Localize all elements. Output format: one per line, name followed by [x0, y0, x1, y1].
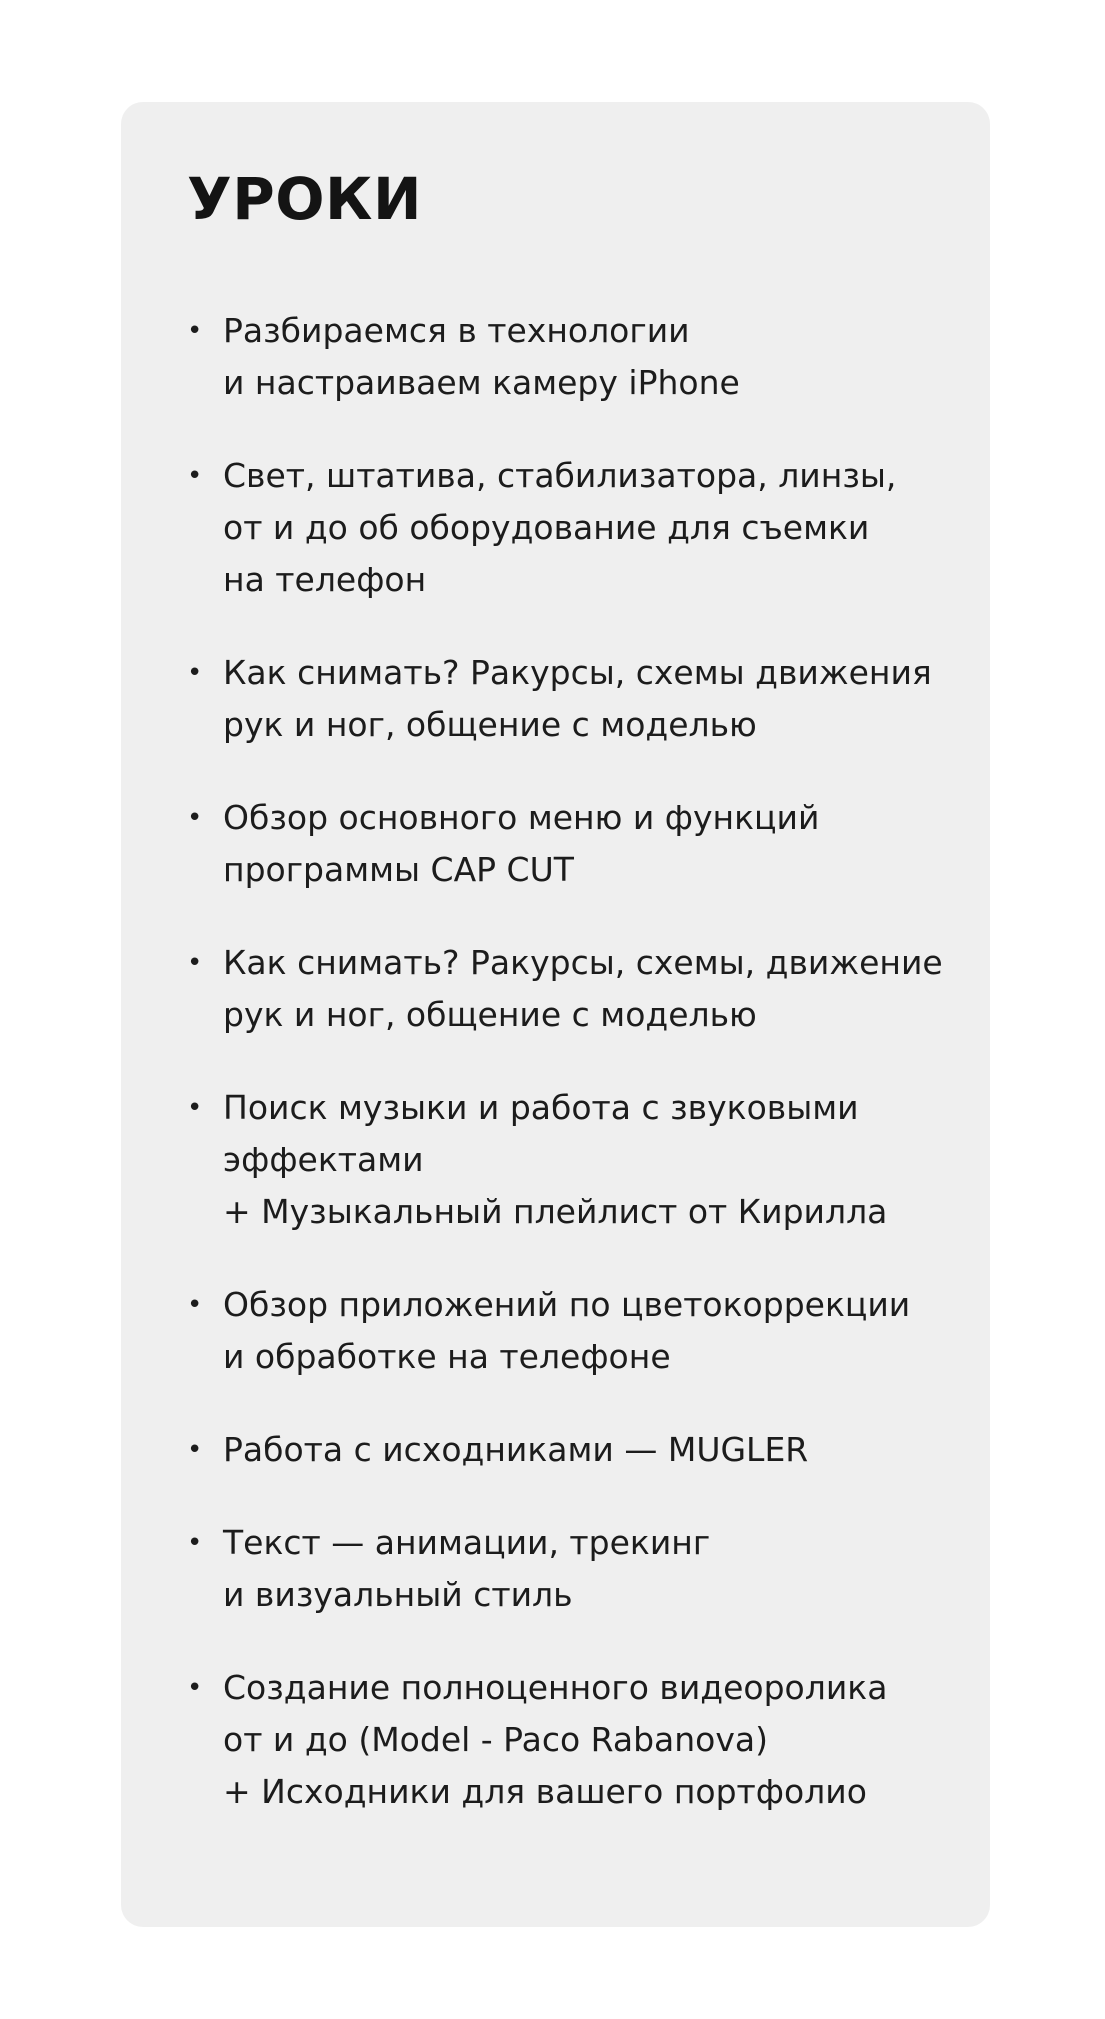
lesson-text-line: Как снимать? Ракурсы, схемы движения [223, 653, 932, 692]
lessons-card [121, 102, 990, 1927]
lesson-text-line: на телефон [223, 560, 427, 599]
lesson-item [187, 1279, 950, 1383]
lesson-text-line: + Исходники для вашего портфолио [223, 1772, 867, 1811]
lesson-text-line: Работа с исходниками — MUGLER [223, 1430, 809, 1469]
lesson-text-line: рук и ног, общение с моделью [223, 995, 757, 1034]
bullet-icon: • [187, 1673, 203, 1703]
bullet-icon: • [187, 803, 203, 833]
bullet-icon: • [187, 1528, 203, 1558]
lessons-list [187, 305, 950, 1818]
lesson-item [187, 1662, 950, 1818]
bullet-icon: • [187, 1435, 203, 1465]
lesson-text-line: Как снимать? Ракурсы, схемы, движение [223, 943, 943, 982]
lesson-text-line: эффектами [223, 1140, 424, 1179]
bullet-icon: • [187, 316, 203, 346]
lesson-text-line: рук и ног, общение с моделью [223, 705, 757, 744]
lesson-item [187, 305, 950, 409]
lesson-item [187, 1517, 950, 1621]
lesson-text-line: Создание полноценного видеоролика [223, 1668, 888, 1707]
lesson-text-line: Разбираемся в технологии [223, 311, 690, 350]
lesson-item [187, 450, 950, 606]
lesson-item [187, 1082, 950, 1238]
lesson-text-line: Обзор основного меню и функций [223, 798, 820, 837]
lesson-text-line: и визуальный стиль [223, 1575, 573, 1614]
lesson-text-line: Поиск музыки и работа с звуковыми [223, 1088, 859, 1127]
lesson-text-line: программы CAP CUT [223, 850, 574, 889]
bullet-icon: • [187, 658, 203, 688]
card-title: УРОКИ [187, 165, 422, 233]
lesson-text-line: Текст — анимации, трекинг [223, 1523, 711, 1562]
bullet-icon: • [187, 1290, 203, 1320]
lesson-text-line: + Музыкальный плейлист от Кирилла [223, 1192, 888, 1231]
lesson-item [187, 647, 950, 751]
lesson-text-line: Свет, штатива, стабилизатора, линзы, [223, 456, 897, 495]
lesson-text-line: от и до (Model - Paco Rabanova) [223, 1720, 768, 1759]
lesson-text-line: и обработке на телефоне [223, 1337, 671, 1376]
lesson-item [187, 937, 950, 1041]
lesson-item [187, 792, 950, 896]
lesson-item [187, 1424, 950, 1476]
bullet-icon: • [187, 948, 203, 978]
lesson-text-line: и настраиваем камеру iPhone [223, 363, 740, 402]
bullet-icon: • [187, 461, 203, 491]
lesson-text-line: от и до об оборудование для съемки [223, 508, 870, 547]
bullet-icon: • [187, 1093, 203, 1123]
lesson-text-line: Обзор приложений по цветокоррекции [223, 1285, 911, 1324]
